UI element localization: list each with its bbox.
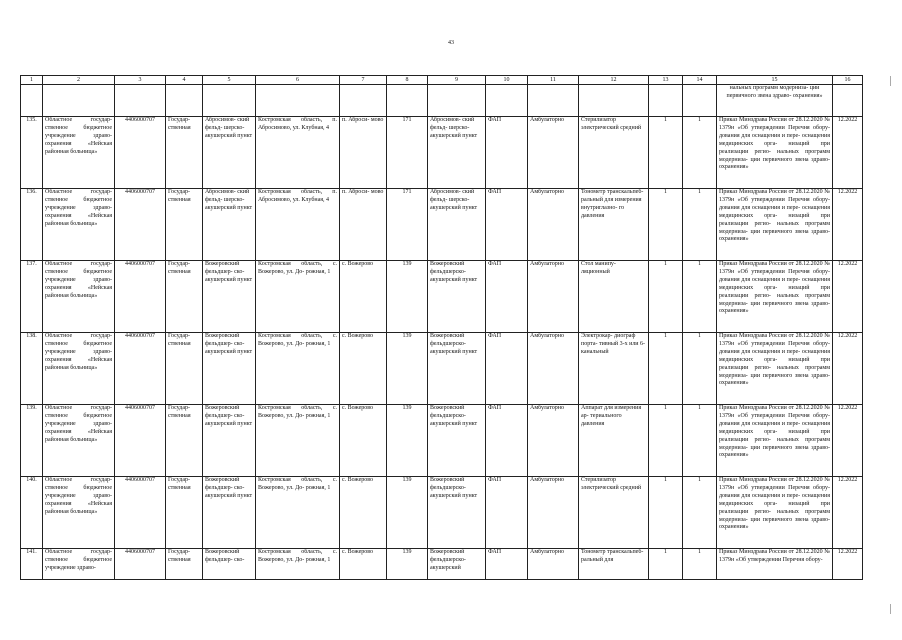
equipment-cell: Тонометр транскальпеб- ральный для bbox=[579, 549, 649, 580]
facility-name-cell: Абросимов- ский фельд- шерско- акушерский пункт bbox=[203, 189, 256, 261]
ownership-cell: Государ- ственная bbox=[166, 477, 203, 549]
quantity-cell: 1 bbox=[649, 117, 683, 189]
quantity-cell: 1 bbox=[683, 405, 717, 477]
ownership-cell: Государ- ственная bbox=[166, 333, 203, 405]
column-number: 12 bbox=[579, 76, 649, 85]
facility-name-cell: Абросимов- ский фельд- шерско- акушерский пункт bbox=[203, 117, 256, 189]
mode-cell: Амбулаторно bbox=[528, 117, 579, 189]
equipment-cell: Стерилизатор электрический средний bbox=[579, 477, 649, 549]
facility-name-cell: Вожеровский фельдшер- ско- акушерский пункт bbox=[203, 405, 256, 477]
row-number-cell: 141. bbox=[21, 549, 43, 580]
quantity-cell: 1 bbox=[683, 549, 717, 580]
column-number: 13 bbox=[649, 76, 683, 85]
equipment-cell: Электрокар- диограф порта- тивный 3-х или 6-канальный bbox=[579, 333, 649, 405]
basis-cell: Приказ Минздрава России от 28.12.2020 № 1379н «Об утверждении Перечня обору- дования для оснащения и пере- оснащения медицинских орга- низаций при реализации регио- нальных программ модерниза- ции первичного звена здраво- охранения» bbox=[717, 333, 833, 405]
facility-name-cell: Вожеровский фельдшер- ско- акушерский пункт bbox=[203, 333, 256, 405]
address-cell: Костромская область, п. Абросимово, ул. Клубная, 4 bbox=[256, 117, 340, 189]
table-row bbox=[21, 117, 863, 189]
column-number: 1 bbox=[21, 76, 43, 85]
basis-cell: Приказ Минздрава России от 28.12.2020 № 1379н «Об утверждении Перечня обору- дования для оснащения и пере- оснащения медицинских орга- низаций при реализации регио- нальных программ модерниза- ции первичного звена здраво- охранения» bbox=[717, 477, 833, 549]
equipment-cell: Стол манипу- ляционный bbox=[579, 261, 649, 333]
row-number-cell: 139. bbox=[21, 405, 43, 477]
address-cell: Костромская область, п. Абросимово, ул. Клубная, 4 bbox=[256, 189, 340, 261]
date-cell: 12.2022 bbox=[833, 333, 863, 405]
column-number-row bbox=[21, 76, 863, 85]
row-number-cell: 140. bbox=[21, 477, 43, 549]
column-number: 15 bbox=[717, 76, 833, 85]
table-row bbox=[21, 549, 863, 580]
institution-cell: Областное государ- ственное бюджетное учреждение здраво- bbox=[43, 549, 115, 580]
type-cell: ФАП bbox=[486, 477, 528, 549]
facility-name-cell: Вожеровский фельдшер- ско- акушерский пункт bbox=[203, 477, 256, 549]
population-cell: 171 bbox=[387, 189, 428, 261]
quantity-cell: 1 bbox=[649, 333, 683, 405]
ownership-cell: Государ- ственная bbox=[166, 405, 203, 477]
date-cell: 12.2022 bbox=[833, 189, 863, 261]
quantity-cell: 1 bbox=[683, 261, 717, 333]
type-cell: ФАП bbox=[486, 405, 528, 477]
unit-cell: Вожеровский фельдшерско- акушерский bbox=[428, 549, 486, 580]
crop-mark bbox=[890, 76, 899, 86]
date-cell: 12.2022 bbox=[833, 477, 863, 549]
quantity-cell: 1 bbox=[649, 189, 683, 261]
unit-cell: Абросимов- ский фельд- шерско- акушерский пункт bbox=[428, 189, 486, 261]
crop-mark bbox=[890, 604, 899, 614]
date-cell: 12.2022 bbox=[833, 549, 863, 580]
type-cell: ФАП bbox=[486, 333, 528, 405]
row-number-cell: 135. bbox=[21, 117, 43, 189]
population-cell: 139 bbox=[387, 477, 428, 549]
basis-cell: Приказ Минздрава России от 28.12.2020 № 1379н «Об утверждении Перечня обору- дования для оснащения и пере- оснащения медицинских орга- низаций при реализации регио- нальных программ модерниза- ции первичного звена здраво- охранения» bbox=[717, 405, 833, 477]
mode-cell: Амбулаторно bbox=[528, 477, 579, 549]
code-cell: 4406000707 bbox=[115, 549, 166, 580]
population-cell: 139 bbox=[387, 405, 428, 477]
mode-cell: Амбулаторно bbox=[528, 405, 579, 477]
mode-cell: Амбулаторно bbox=[528, 333, 579, 405]
column-number: 10 bbox=[486, 76, 528, 85]
population-cell: 139 bbox=[387, 261, 428, 333]
institution-cell: Областное государ- ственное бюджетное учреждение здраво- охранения «Нейская районная больница» bbox=[43, 261, 115, 333]
locality-cell: п. Аброси- мово bbox=[340, 117, 387, 189]
column-number: 7 bbox=[340, 76, 387, 85]
unit-cell: Вожеровский фельдшерско- акушерский пункт bbox=[428, 333, 486, 405]
column-number: 6 bbox=[256, 76, 340, 85]
continued-row bbox=[21, 85, 863, 117]
code-cell: 4406000707 bbox=[115, 189, 166, 261]
equipment-cell: Тонометр транскальпеб- ральный для измерения внутриглазно- го давления bbox=[579, 189, 649, 261]
column-number: 16 bbox=[833, 76, 863, 85]
unit-cell: Абросимов- ский фельд- шерско- акушерский пункт bbox=[428, 117, 486, 189]
column-number: 14 bbox=[683, 76, 717, 85]
address-cell: Костромская область, с. Вожерово, ул. До- рожная, 1 bbox=[256, 261, 340, 333]
ownership-cell: Государ- ственная bbox=[166, 117, 203, 189]
quantity-cell: 1 bbox=[649, 405, 683, 477]
row-number-cell: 138. bbox=[21, 333, 43, 405]
quantity-cell: 1 bbox=[649, 261, 683, 333]
table-body bbox=[21, 76, 863, 580]
institution-cell: Областное государ- ственное бюджетное учреждение здраво- охранения «Нейская районная больница» bbox=[43, 477, 115, 549]
column-number: 11 bbox=[528, 76, 579, 85]
code-cell: 4406000707 bbox=[115, 477, 166, 549]
mode-cell: Амбулаторно bbox=[528, 261, 579, 333]
table-row bbox=[21, 333, 863, 405]
facility-name-cell: Вожеровский фельдшер- ско- bbox=[203, 549, 256, 580]
code-cell: 4406000707 bbox=[115, 117, 166, 189]
address-cell: Костромская область, с. Вожерово, ул. До- рожная, 1 bbox=[256, 549, 340, 580]
row-number-cell: 136. bbox=[21, 189, 43, 261]
institution-cell: Областное государ- ственное бюджетное учреждение здраво- охранения «Нейская районная больница» bbox=[43, 333, 115, 405]
date-cell: 12.2022 bbox=[833, 261, 863, 333]
mode-cell: Амбулаторно bbox=[528, 189, 579, 261]
locality-cell: с. Вожерово bbox=[340, 261, 387, 333]
date-cell: 12.2022 bbox=[833, 117, 863, 189]
quantity-cell: 1 bbox=[683, 117, 717, 189]
address-cell: Костромская область, с. Вожерово, ул. До- рожная, 1 bbox=[256, 477, 340, 549]
address-cell: Костромская область, с. Вожерово, ул. До- рожная, 1 bbox=[256, 405, 340, 477]
table-row bbox=[21, 189, 863, 261]
basis-cell: Приказ Минздрава России от 28.12.2020 № 1379н «Об утверждении Перечня обору- дования для оснащения и пере- оснащения медицинских орга- низаций при реализации регио- нальных программ модерниза- ции первичного звена здраво- охранения» bbox=[717, 261, 833, 333]
locality-cell: п. Аброси- мово bbox=[340, 189, 387, 261]
locality-cell: с. Вожерово bbox=[340, 549, 387, 580]
column-number: 8 bbox=[387, 76, 428, 85]
column-number: 4 bbox=[166, 76, 203, 85]
type-cell: ФАП bbox=[486, 549, 528, 580]
ownership-cell: Государ- ственная bbox=[166, 549, 203, 580]
locality-cell: с. Вожерово bbox=[340, 405, 387, 477]
row-number-cell: 137. bbox=[21, 261, 43, 333]
column-number: 9 bbox=[428, 76, 486, 85]
institution-cell: Областное государ- ственное бюджетное учреждение здраво- охранения «Нейская районная больница» bbox=[43, 405, 115, 477]
code-cell: 4406000707 bbox=[115, 261, 166, 333]
unit-cell: Вожеровский фельдшерско- акушерский пункт bbox=[428, 405, 486, 477]
column-number: 3 bbox=[115, 76, 166, 85]
unit-cell: Вожеровский фельдшерско- акушерский пункт bbox=[428, 477, 486, 549]
page-number: 43 bbox=[448, 40, 454, 46]
quantity-cell: 1 bbox=[649, 477, 683, 549]
locality-cell: с. Вожерово bbox=[340, 333, 387, 405]
quantity-cell: 1 bbox=[683, 333, 717, 405]
code-cell: 4406000707 bbox=[115, 405, 166, 477]
quantity-cell: 1 bbox=[683, 189, 717, 261]
quantity-cell: 1 bbox=[683, 477, 717, 549]
institution-cell: Областное государ- ственное бюджетное учреждение здраво- охранения «Нейская районная больница» bbox=[43, 189, 115, 261]
type-cell: ФАП bbox=[486, 261, 528, 333]
table-row bbox=[21, 261, 863, 333]
equipment-cell: Аппарат для измерения ар- териального давления bbox=[579, 405, 649, 477]
table-row bbox=[21, 405, 863, 477]
column-number: 2 bbox=[43, 76, 115, 85]
equipment-table bbox=[20, 75, 863, 580]
address-cell: Костромская область, с. Вожерово, ул. До- рожная, 1 bbox=[256, 333, 340, 405]
institution-cell: Областное государ- ственное бюджетное учреждение здраво- охранения «Нейская районная больница» bbox=[43, 117, 115, 189]
population-cell: 139 bbox=[387, 549, 428, 580]
date-cell: 12.2022 bbox=[833, 405, 863, 477]
basis-cell: Приказ Минздрава России от 28.12.2020 № 1379н «Об утверждении Перечня обору- дования для оснащения и пере- оснащения медицинских орга- низаций при реализации регио- нальных программ модерниза- ции первичного звена здраво- охранения» bbox=[717, 189, 833, 261]
type-cell: ФАП bbox=[486, 117, 528, 189]
basis-cell: Приказ Минздрава России от 28.12.2020 № 1379н «Об утверждении Перечня обору- дования для оснащения и пере- оснащения медицинских орга- низаций при реализации регио- нальных программ модерниза- ции первичного звена здраво- охранения» bbox=[717, 117, 833, 189]
code-cell: 4406000707 bbox=[115, 333, 166, 405]
population-cell: 171 bbox=[387, 117, 428, 189]
ownership-cell: Государ- ственная bbox=[166, 261, 203, 333]
locality-cell: с. Вожерово bbox=[340, 477, 387, 549]
unit-cell: Вожеровский фельдшерско- акушерский пункт bbox=[428, 261, 486, 333]
continued-basis-cell: нальных программ модерниза- ции первичного звена здраво- охранения» bbox=[717, 85, 833, 117]
population-cell: 139 bbox=[387, 333, 428, 405]
ownership-cell: Государ- ственная bbox=[166, 189, 203, 261]
mode-cell: Амбулаторно bbox=[528, 549, 579, 580]
table-row bbox=[21, 477, 863, 549]
facility-name-cell: Вожеровский фельдшер- ско- акушерский пункт bbox=[203, 261, 256, 333]
column-number: 5 bbox=[203, 76, 256, 85]
equipment-cell: Стерилизатор электрический средний bbox=[579, 117, 649, 189]
quantity-cell: 1 bbox=[649, 549, 683, 580]
type-cell: ФАП bbox=[486, 189, 528, 261]
basis-cell: Приказ Минздрава России от 28.12.2020 № 1379н «Об утверждении Перечня обору- bbox=[717, 549, 833, 580]
